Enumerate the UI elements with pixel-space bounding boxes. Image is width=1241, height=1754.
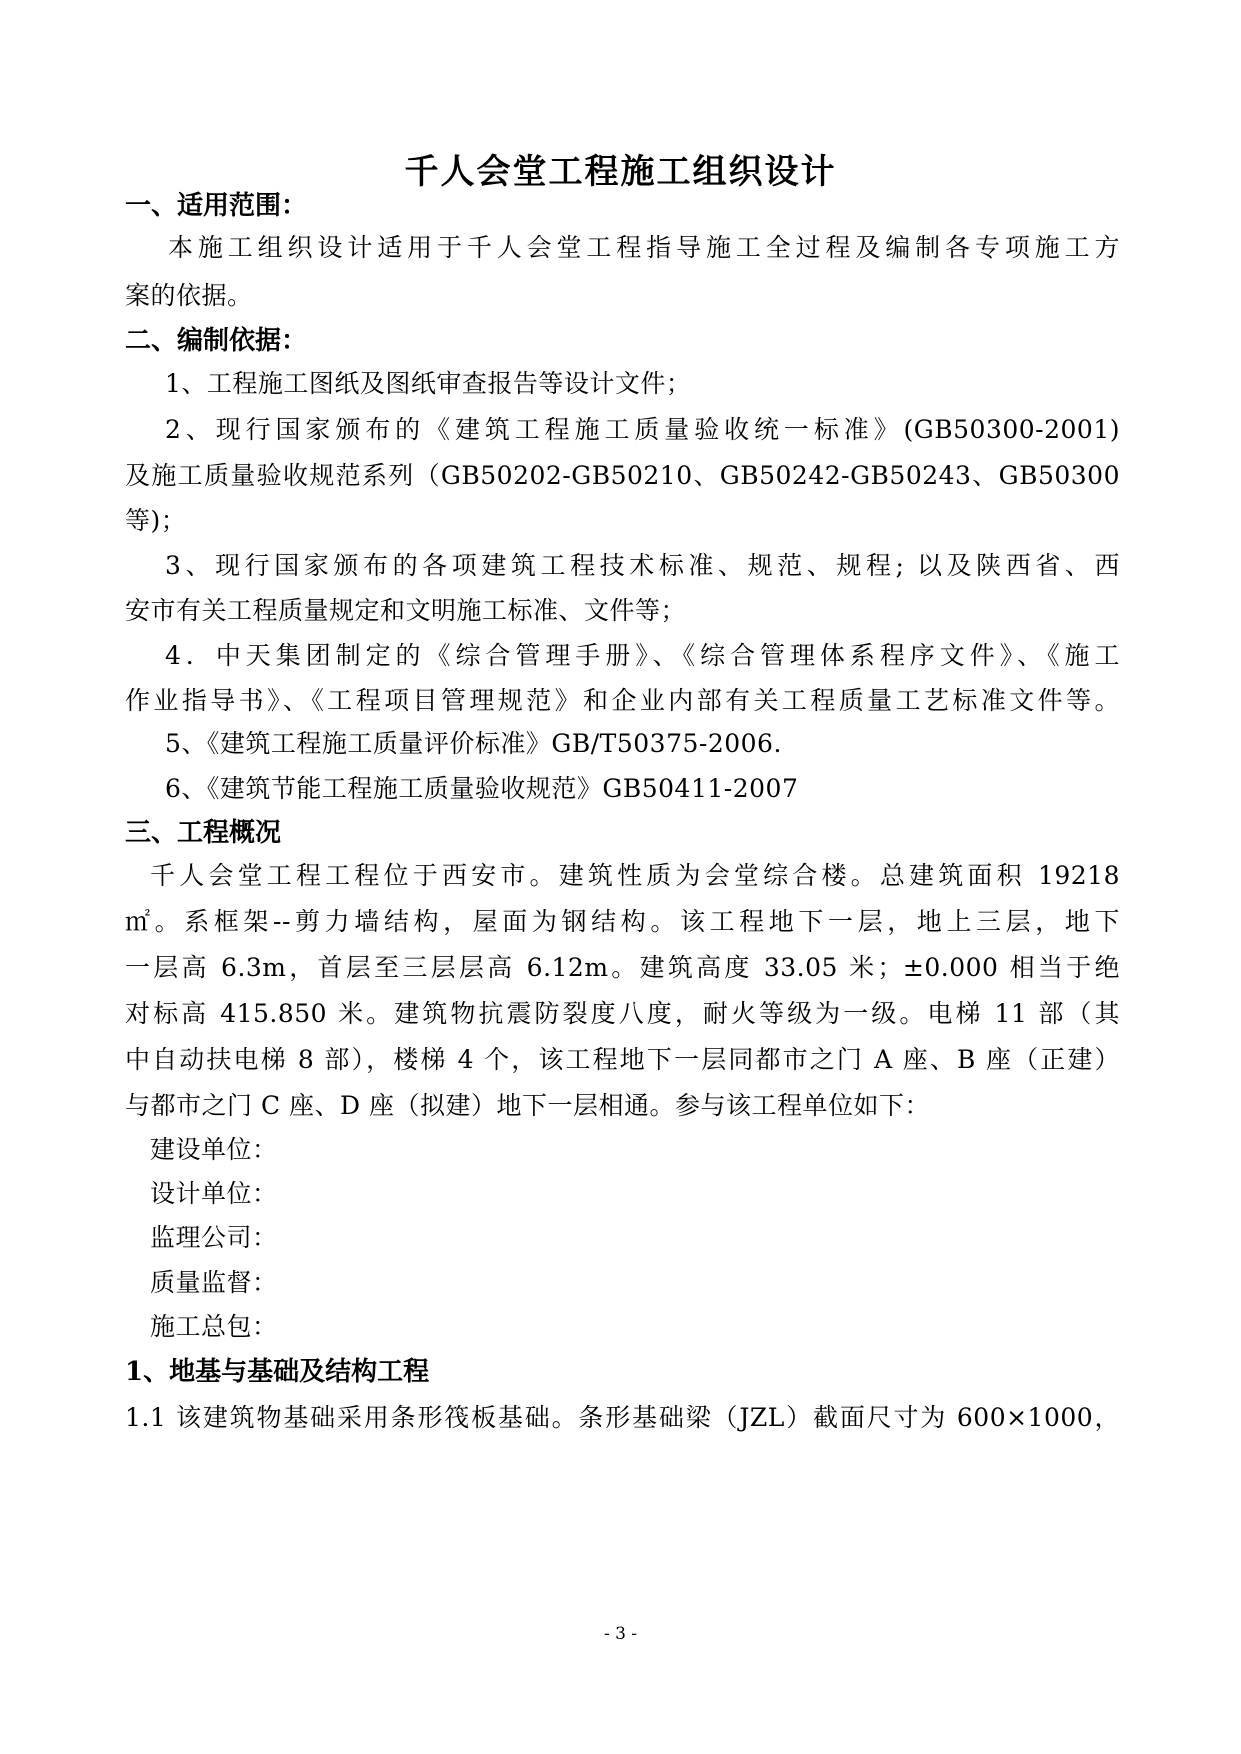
overview-paragraph-line: 对标高 415.850 米。建筑物抗震防裂度八度，耐火等级为一级。电梯 11 部（其 bbox=[125, 999, 1120, 1028]
unit-construction-owner: 建设单位： bbox=[150, 1135, 278, 1164]
basis-item-1: 1、工程施工图纸及图纸审查报告等设计文件； bbox=[165, 369, 692, 398]
section-heading-overview: 三、工程概况 bbox=[125, 818, 282, 848]
basis-item-4-line: 作业指导书》、《工程项目管理规范》和企业内部有关工程质量工艺标准文件等。 bbox=[125, 686, 1120, 715]
overview-paragraph-line: 中自动扶电梯 8 部），楼梯 4 个，该工程地下一层同都市之门 A 座、B 座（正建） bbox=[125, 1045, 1120, 1074]
scope-paragraph-line: 案的依据。 bbox=[125, 281, 253, 310]
overview-paragraph-line: 与都市之门 C 座、D 座（拟建）地下一层相通。参与该工程单位如下： bbox=[125, 1091, 931, 1120]
unit-design: 设计单位： bbox=[150, 1179, 278, 1208]
overview-paragraph-line: 一层高 6.3m，首层至三层层高 6.12m。建筑高度 33.05 米；±0.000 相当于绝 bbox=[125, 953, 1120, 982]
overview-paragraph-line: ㎡。系框架--剪力墙结构，屋面为钢结构。该工程地下一层，地上三层，地下 bbox=[125, 907, 1120, 936]
basis-item-3-line: 安市有关工程质量规定和文明施工标准、文件等； bbox=[125, 596, 687, 625]
basis-item-4-line: 4．中天集团制定的《综合管理手册》、《综合管理体系程序文件》、《施工 bbox=[165, 641, 1120, 670]
foundation-paragraph-line: 1.1 该建筑物基础采用条形筏板基础。条形基础梁（JZL）截面尺寸为 600×1000， bbox=[125, 1403, 1120, 1432]
unit-general-contractor: 施工总包： bbox=[150, 1312, 278, 1341]
basis-item-6: 6、《建筑节能工程施工质量验收规范》GB50411-2007 bbox=[165, 774, 799, 803]
basis-item-2-line: 及施工质量验收规范系列（GB50202-GB50210、GB50242-GB50243、GB50300 bbox=[125, 461, 1120, 490]
unit-quality-supervision: 质量监督： bbox=[150, 1268, 278, 1297]
document-title: 千人会堂工程施工组织设计 bbox=[404, 152, 837, 192]
unit-supervision: 监理公司： bbox=[150, 1223, 278, 1252]
basis-item-3-line: 3、现行国家颁布的各项建筑工程技术标准、规范、规程; 以及陕西省、西 bbox=[165, 551, 1120, 580]
section-heading-foundation: 1、地基与基础及结构工程 bbox=[125, 1357, 430, 1387]
basis-item-5: 5、《建筑工程施工质量评价标准》GB/T50375-2006. bbox=[165, 729, 782, 758]
scope-paragraph-line: 本施工组织设计适用于千人会堂工程指导施工全过程及编制各专项施工方 bbox=[168, 233, 1120, 262]
basis-item-2-line: 等)； bbox=[125, 506, 187, 535]
overview-paragraph-line: 千人会堂工程工程位于西安市。建筑性质为会堂综合楼。总建筑面积 19218 bbox=[150, 861, 1120, 890]
section-heading-scope: 一、适用范围： bbox=[125, 191, 308, 221]
basis-item-2-line: 2、现行国家颁布的《建筑工程施工质量验收统一标准》(GB50300-2001) bbox=[165, 415, 1120, 444]
section-heading-basis: 二、编制依据： bbox=[125, 326, 308, 356]
page-number: - 3 - bbox=[603, 1624, 638, 1644]
